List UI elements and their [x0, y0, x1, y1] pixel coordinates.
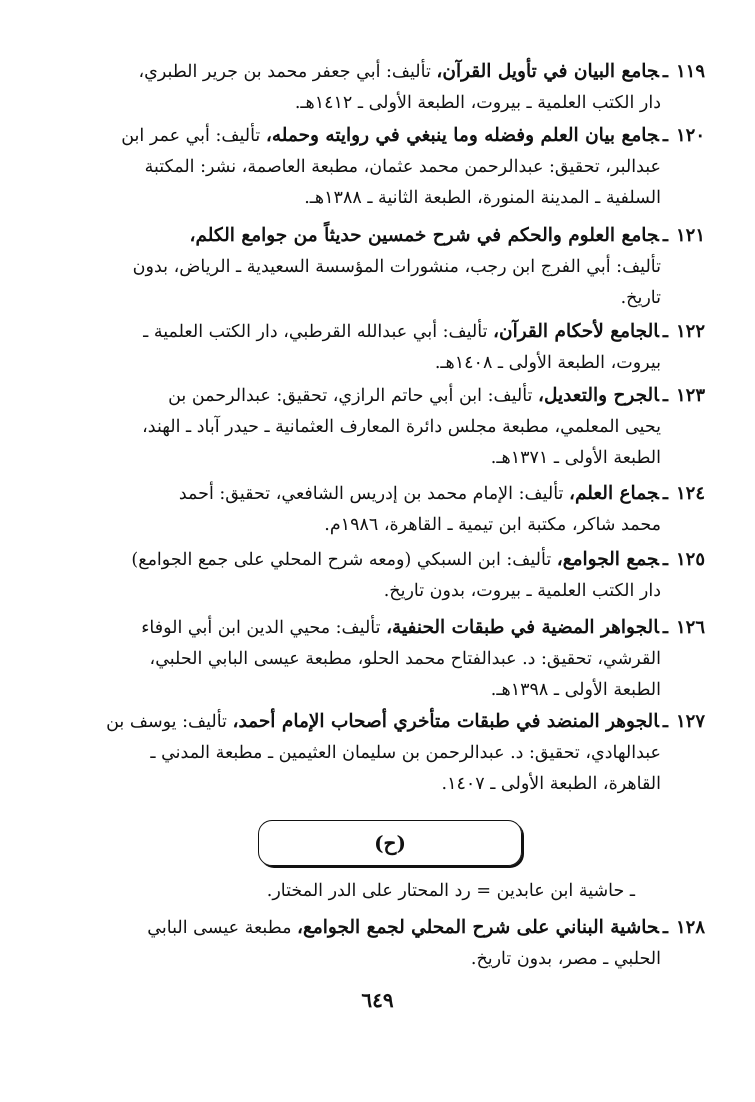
entry-number: ١٢٧ — [675, 711, 705, 732]
entry-continuation: دار الكتب العلمية ـ بيروت، الطبعة الأولى ـ ١٤١٢هـ. — [294, 93, 661, 113]
bibliography-entry-121 — [45, 220, 705, 314]
entry-title: جامع البيان في تأويل القرآن، — [436, 61, 659, 82]
entry-continuation: عبدالهادي، تحقيق: د. عبدالرحمن بن سليمان العثيمين ـ مطبعة المدني ـ — [150, 743, 661, 763]
entry-first-line — [45, 316, 705, 348]
entry-number: ١٢٦ — [675, 617, 705, 638]
entry-first-line — [45, 478, 705, 510]
bibliography-entry-127 — [45, 706, 705, 800]
entry-continuation: تأليف: أبي الفرج ابن رجب، منشورات المؤسسة السعيدية ـ الرياض، بدون — [132, 257, 661, 277]
bibliography-entry-122 — [45, 316, 705, 379]
entry-first-line — [45, 706, 705, 738]
entry-details: تأليف: الإمام محمد بن إدريس الشافعي، تحقيق: أحمد — [178, 484, 569, 504]
section-letter: (ح) — [374, 831, 406, 855]
entry-continuation: القاهرة، الطبعة الأولى ـ ١٤٠٧. — [441, 774, 661, 794]
entry-continuation: الطبعة الأولى ـ ١٣٩٨هـ. — [490, 680, 661, 700]
entry-continuation: تاريخ. — [620, 288, 661, 308]
entry-first-line — [45, 612, 705, 644]
entry-first-line — [45, 380, 705, 412]
entry-number: ١٢٨ — [675, 917, 705, 938]
entry-details: تأليف: يوسف بن — [106, 712, 233, 732]
entry-title: الجرح والتعديل، — [537, 385, 659, 406]
entry-continuation: دار الكتب العلمية ـ بيروت، بدون تاريخ. — [383, 581, 661, 601]
entry-dash: ـ — [662, 550, 668, 570]
entry-number: ١١٩ — [675, 61, 705, 82]
entry-title: الجواهر المضية في طبقات الحنفية، — [386, 617, 659, 638]
entry-continuation: محمد شاكر، مكتبة ابن تيمية ـ القاهرة، ١٩٨٦م. — [324, 515, 661, 535]
entry-title: جامع بيان العلم وفضله وما ينبغي في روايته وحمله، — [265, 125, 659, 146]
entry-continuation: بيروت، الطبعة الأولى ـ ١٤٠٨هـ. — [434, 353, 661, 373]
entry-first-line — [45, 220, 705, 252]
entry-dash: ـ — [662, 618, 668, 638]
page-number: ٦٤٩ — [361, 988, 394, 1012]
entry-first-line — [45, 912, 705, 944]
bibliography-entry-124 — [45, 478, 705, 541]
entry-details: تأليف: ابن السبكي (ومعه شرح المحلي على جمع الجوامع) — [131, 550, 557, 570]
entry-continuation: يحيى المعلمي، مطبعة مجلس دائرة المعارف العثمانية ـ حيدر آباد ـ الهند، — [142, 417, 661, 437]
entry-details: تأليف: محيي الدين ابن أبي الوفاء — [141, 618, 387, 638]
entry-dash: ـ — [662, 484, 668, 504]
entry-dash: ـ — [662, 62, 668, 82]
entry-number: ١٢٥ — [675, 549, 705, 570]
section-letter-box — [258, 820, 522, 866]
entry-number: ١٢٤ — [675, 483, 705, 504]
cross-reference-note: ـ حاشية ابن عابدين = رد المحتار على الدر المختار. — [266, 881, 635, 901]
entry-dash: ـ — [662, 226, 668, 246]
entry-number: ١٢٣ — [675, 385, 705, 406]
entry-details: تأليف: ابن أبي حاتم الرازي، تحقيق: عبدالرحمن بن — [168, 386, 538, 406]
entry-title: جماع العلم، — [568, 483, 659, 504]
bibliography-entry-128 — [45, 912, 705, 975]
bibliography-entry-126 — [45, 612, 705, 706]
entry-title: جامع العلوم والحكم في شرح خمسين حديثاً من جوامع الكلم، — [189, 225, 659, 246]
entry-dash: ـ — [662, 126, 668, 146]
bibliography-entry-125 — [45, 544, 705, 607]
entry-first-line — [45, 56, 705, 88]
entry-details: تأليف: أبي عبدالله القرطبي، دار الكتب العلمية ـ — [143, 322, 494, 342]
entry-continuation: الحلبي ـ مصر، بدون تاريخ. — [470, 949, 661, 969]
entry-details: تأليف: أبي عمر ابن — [121, 126, 266, 146]
entry-continuation: القرشي، تحقيق: د. عبدالفتاح محمد الحلو، مطبعة عيسى البابي الحلبي، — [149, 649, 661, 669]
entry-first-line — [45, 544, 705, 576]
entry-continuation: الطبعة الأولى ـ ١٣٧١هـ. — [490, 448, 661, 468]
entry-continuation: عبدالبر، تحقيق: عبدالرحمن محمد عثمان، مطبعة العاصمة، نشر: المكتبة — [144, 157, 661, 177]
entry-dash: ـ — [662, 386, 668, 406]
entry-number: ١٢٠ — [675, 125, 705, 146]
bibliography-entry-120 — [45, 120, 705, 214]
entry-dash: ـ — [662, 918, 668, 938]
entry-title: جمع الجوامع، — [556, 549, 659, 570]
entry-title: حاشية البناني على شرح المحلي لجمع الجوامع، — [297, 917, 659, 938]
entry-title: الجامع لأحكام القرآن، — [493, 321, 659, 342]
entry-dash: ـ — [662, 322, 668, 342]
entry-details: مطبعة عيسى البابي — [147, 918, 298, 938]
entry-number: ١٢١ — [675, 225, 705, 246]
bibliography-entry-119 — [45, 56, 705, 119]
entry-title: الجوهر المنضد في طبقات متأخري أصحاب الإمام أحمد، — [232, 711, 659, 732]
entry-details: تأليف: أبي جعفر محمد بن جرير الطبري، — [138, 62, 437, 82]
bibliography-entry-123 — [45, 380, 705, 474]
entry-dash: ـ — [662, 712, 668, 732]
entry-number: ١٢٢ — [675, 321, 705, 342]
entry-first-line — [45, 120, 705, 152]
entry-continuation: السلفية ـ المدينة المنورة، الطبعة الثانية ـ ١٣٨٨هـ. — [304, 188, 661, 208]
